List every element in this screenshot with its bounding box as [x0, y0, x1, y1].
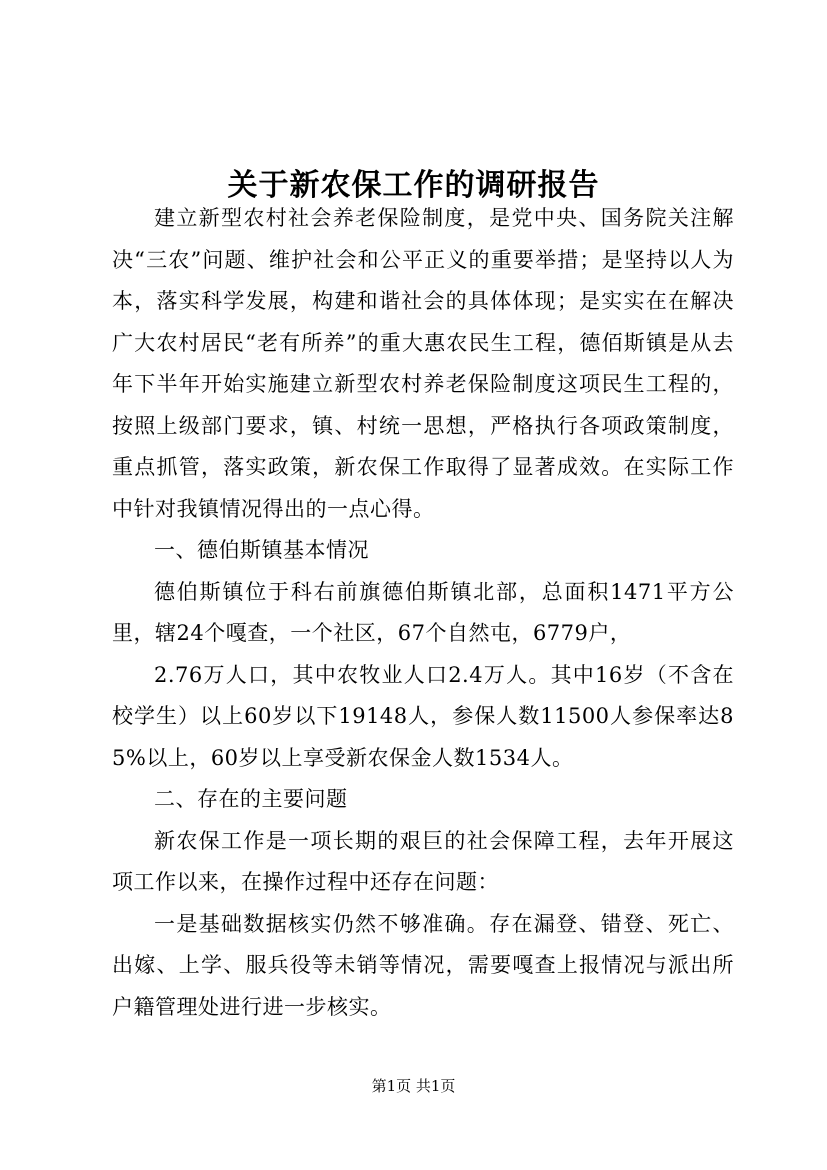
paragraph-problems-intro: 新农保工作是一项长期的艰巨的社会保障工程，去年开展这项工作以来，在操作过程中还存在问题：: [112, 828, 734, 894]
paragraph-problem-one: 一是基础数据核实仍然不够准确。存在漏登、错登、死亡、出嫁、上学、服兵役等未销等情况，需要嘎查上报情况与派出所户籍管理处进行进一步核实。: [112, 911, 734, 1019]
document-title: 关于新农保工作的调研报告: [227, 168, 600, 204]
document-body: [112, 198, 734, 1028]
section-heading-problems: 二、存在的主要问题: [154, 787, 348, 811]
paragraph-location: 德伯斯镇位于科右前旗德伯斯镇北部，总面积1471平方公里，辖24个嘎查，一个社区，67个自然屯，6779户，: [112, 579, 734, 645]
paragraph-population: 2.76万人口，其中农牧业人口2.4万人。其中16岁（不含在校学生）以上60岁以下19148人，参保人数11500人参保率达85%以上，60岁以上享受新农保金人数1534人。: [112, 662, 734, 770]
page-footer: 第1页 共1页: [371, 1077, 456, 1095]
paragraph-intro: 建立新型农村社会养老保险制度，是党中央、国务院关注解决“三农”问题、维护社会和公平正义的重要举措；是坚持以人为本，落实科学发展，构建和谐社会的具体体现；是实实在在解决广大农村居民“老有所养”的重大惠农民生工程，德佰斯镇是从去年下半年开始实施建立新型农村养老保险制度这项民生工程的，按照上级部门要求，镇、村统一思想，严格执行各项政策制度，重点抓管，落实政策，新农保工作取得了显著成效。在实际工作中针对我镇情况得出的一点心得。: [112, 206, 734, 521]
section-heading-basic-info: 一、德伯斯镇基本情况: [154, 538, 369, 562]
